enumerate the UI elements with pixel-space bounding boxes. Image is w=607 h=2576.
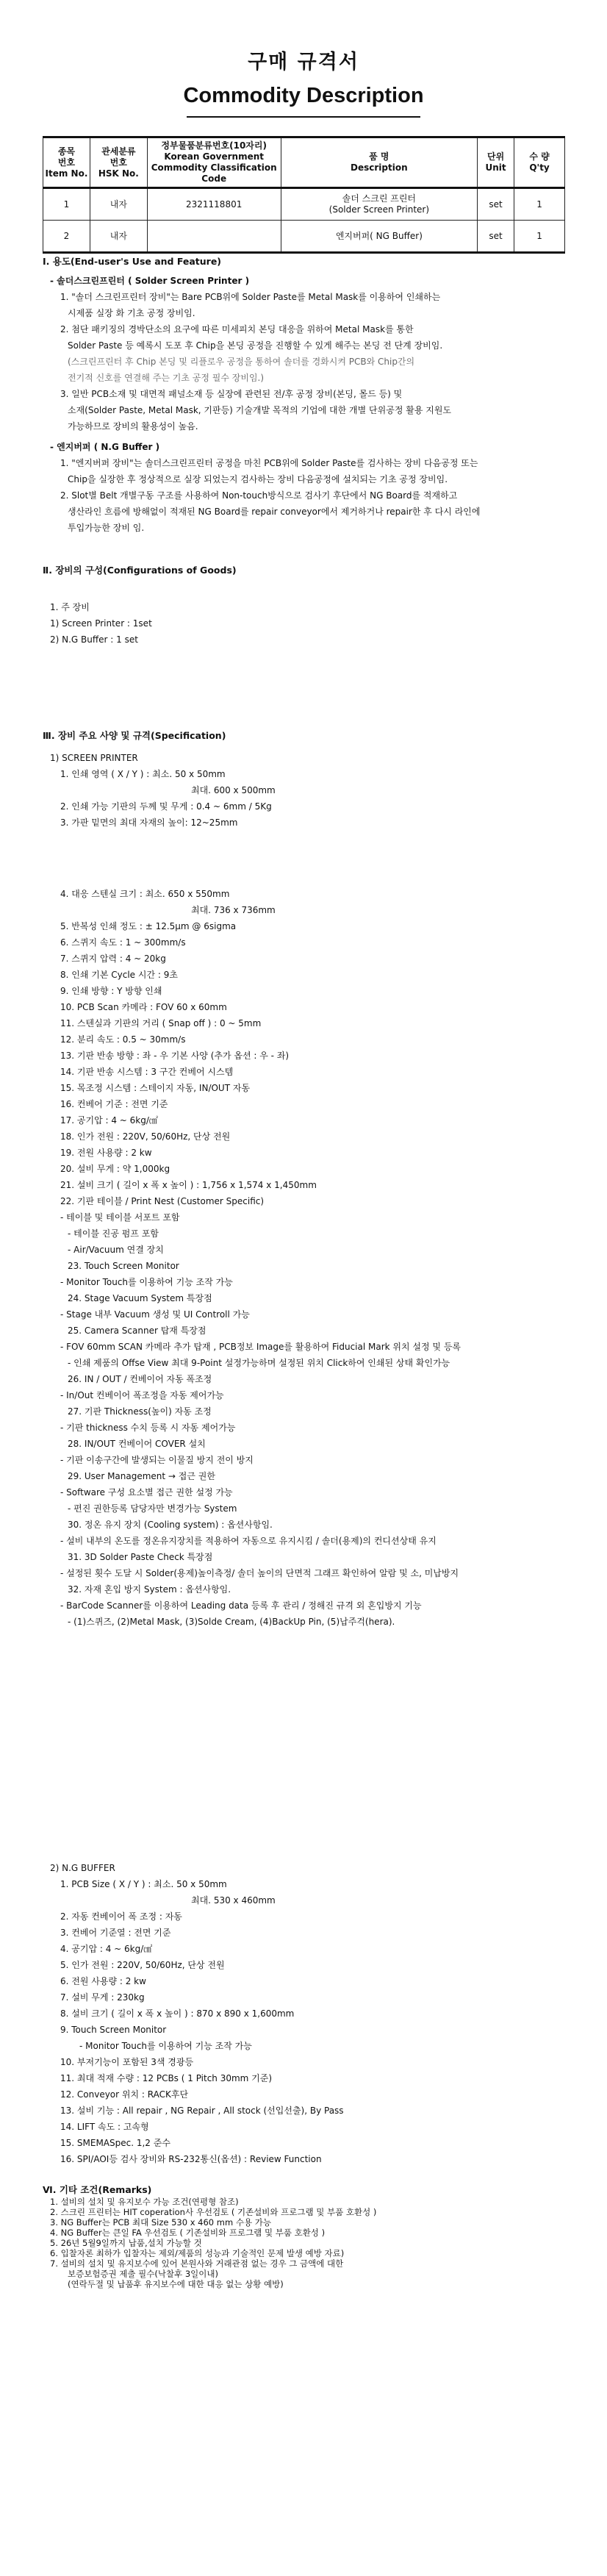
spec-line: 5. 반복성 인쇄 정도 : ± 12.5μm @ 6sigma <box>60 921 237 931</box>
section-heading: Ⅲ. 장비 주요 사양 및 규격(Specification) <box>43 730 226 741</box>
spec-line: 2. 인쇄 가능 기판의 두께 및 무게 : 0.4 ~ 6mm / 5Kg <box>60 801 272 812</box>
header-text: Korean Government <box>164 151 265 162</box>
spec-line: 18. 인가 전원 : 220V, 50/60Hz, 단상 전원 <box>60 1131 231 1142</box>
spec-line: - FOV 60mm SCAN 카메라 추가 탑재 , PCB정보 Image를 활용하여 Fiducial Mark 위치 설정 및 등록 <box>60 1342 461 1352</box>
spec-line: 25. Camera Scanner 탑재 특장점 <box>68 1325 206 1336</box>
spec-line: - Software 구성 요소별 접근 권한 설정 가능 <box>60 1487 233 1498</box>
spec-line: 15. SMEMASpec. 1,2 준수 <box>60 2138 170 2148</box>
spec-line: 16. SPI/AOI등 검사 장비와 RS-232통신(옵션) : Review Function <box>60 2154 322 2164</box>
header-text: 번호 <box>109 157 127 168</box>
text-line: 1) Screen Printer : 1set <box>50 618 152 629</box>
remark-line: 5. 26년 5월9일까지 납품,설치 가능할 것 <box>50 2238 202 2248</box>
header-text: 정부물품분류번호(10자리) <box>161 140 267 151</box>
spec-line: 13. 기판 반송 방향 : 좌 - 우 기본 사양 (추가 옵션 : 우 - 좌) <box>60 1051 290 1061</box>
description-korean: 엔지버퍼( NG Buffer) <box>335 230 423 241</box>
spec-line: - 인쇄 제품의 Offse View 최대 9-Point 설정가능하며 설정된 위치 Click하여 인쇄된 상태 확인가능 <box>68 1358 450 1368</box>
spec-line: 4. 대응 스텐실 크기 : 최소. 650 x 550mm <box>60 889 230 899</box>
spec-line: - 테이블 및 테이블 서포트 포함 <box>60 1212 180 1223</box>
header-text: 종목 <box>57 146 76 157</box>
text-line: 가능하므로 장비의 활용성이 높음. <box>68 421 198 432</box>
remark-line: 4. NG Buffer는 큰일 FA 우선검토 ( 기존설비와 프로그램 및 부품 호환성 ) <box>50 2228 326 2238</box>
spec-line: 2. 자동 컨베이어 폭 조정 : 자동 <box>60 1911 182 1922</box>
spec-line: 10. 부저기능이 포함된 3색 경광등 <box>60 2057 194 2067</box>
header-unit <box>478 137 514 188</box>
spec-line: 14. LIFT 속도 : 고속형 <box>60 2122 149 2132</box>
header-description <box>281 137 478 188</box>
text-line: (스크린프린터 후 Chip 본딩 및 리플로우 공정을 통하여 솔더를 경화시켜 PCB와 Chip간의 <box>68 357 415 367</box>
section-configuration <box>43 562 586 648</box>
remark-line: 2. 스크린 프린터는 HIT coperation사 우선검토 ( 기존설비와 프로그램 및 부품 호환성 ) <box>50 2207 377 2217</box>
spec-line: 31. 3D Solder Paste Check 특장점 <box>68 1552 213 1562</box>
cell-quantity: 1 <box>514 221 565 253</box>
spec-line: 6. 스퀴지 속도 : 1 ~ 300mm/s <box>60 937 186 948</box>
spec-line: 4. 공기압 : 4 ~ 6kg/㎠ <box>60 1944 153 1954</box>
header-quantity <box>514 137 565 188</box>
spec-line: 7. 스퀴지 압력 : 4 ~ 20kg <box>60 954 166 964</box>
spec-line: - 테이블 진공 펌프 포함 <box>68 1228 159 1239</box>
text-line: 생산라인 흐름에 방해없이 적재된 NG Board를 repair conveyor에서 제거하거나 repair한 후 다시 라인에 <box>68 507 481 517</box>
spec-line: - (1)스퀴즈, (2)Metal Mask, (3)Solde Cream, (4)BackUp Pin, (5)납주걱(hera). <box>68 1617 395 1627</box>
spec-line: 12. Conveyor 위치 : RACK후단 <box>60 2089 189 2100</box>
text-line: 투입가능한 장비 임. <box>68 523 145 533</box>
text-line: Solder Paste 등 예록시 도포 후 Chip을 본딩 공정을 진행할 수 있게 해주는 본딩 전 단계 장비임. <box>68 340 443 351</box>
spec-line: 29. User Management → 접근 권한 <box>68 1471 215 1481</box>
header-text: Commodity Classification Code <box>151 162 277 184</box>
spec-line: 32. 자재 혼입 방지 System : 옵션사항임. <box>68 1584 231 1595</box>
spec-line: - BarCode Scanner를 이용하여 Leading data 등록 후 관리 / 정해진 규격 외 혼입방지 기능 <box>60 1600 422 1611</box>
document-title-english: Commodity Description <box>183 84 424 107</box>
cell-hsk-no: 내자 <box>90 188 147 221</box>
text-line: 2. Slot별 Belt 개별구동 구조를 사용하여 Non-touch방식으로 검사기 후단에서 NG Board를 적재하고 <box>60 490 458 501</box>
spec-line: - Monitor Touch를 이용하여 기능 조작 가능 <box>79 2041 252 2051</box>
spec-line: 5. 인가 전원 : 220V, 50/60Hz, 단상 전원 <box>60 1960 225 1970</box>
cell-description <box>281 221 478 253</box>
spec-line: - In/Out 컨베이어 폭조정을 자동 제어가능 <box>60 1390 224 1400</box>
table-row <box>43 221 565 253</box>
subsection-title: - 엔지버퍼 ( N.G Buffer ) <box>50 442 160 452</box>
spec-line: - 설정된 횟수 도달 시 Solder(용제)높이측정/ 솔더 높이의 단면적 그래프 확인하여 알람 및 소, 미납방지 <box>60 1568 459 1578</box>
spec-line: 9. Touch Screen Monitor <box>60 2025 167 2035</box>
remark-line: 1. 설비의 설치 및 유지보수 가능 조건(연평형 참조) <box>50 2197 239 2207</box>
spec-line: 9. 인쇄 방향 : Y 방향 인쇄 <box>60 986 162 996</box>
header-text: 품 명 <box>369 151 389 162</box>
remark-line: (연락두절 및 납품후 유지보수에 대한 대응 없는 상황 예방) <box>68 2279 284 2289</box>
spec-line: - 설비 내부의 온도를 정온유지장치를 적용하여 자동으로 유지시킴 / 솔더(용제)의 컨디션상태 유지 <box>60 1536 437 1546</box>
text-line: 1. "엔지버퍼 장비"는 솔더스크린프린터 공정을 마친 PCB위에 Solder Paste를 검사하는 장비 다음공정 또는 <box>60 458 478 468</box>
spec-line: 12. 분리 속도 : 0.5 ~ 30mm/s <box>60 1034 186 1045</box>
text-line: 시제품 실장 화 기초 공정 장비임. <box>68 308 195 318</box>
spec-line: 3. 컨베어 기준열 : 전면 기준 <box>60 1928 171 1938</box>
spec-line: 최대. 736 x 736mm <box>191 905 276 915</box>
cell-description <box>281 188 478 221</box>
spec-line: 3. 가판 밑면의 최대 자재의 높이: 12~25mm <box>60 817 238 828</box>
spec-line: 11. 스텐실과 기판의 거리 ( Snap off ) : 0 ~ 5mm <box>60 1018 262 1028</box>
spec-line: 8. 설비 크기 ( 길이 x 폭 x 높이 ) : 870 x 890 x 1,600mm <box>60 2008 295 2019</box>
cell-item-no: 2 <box>43 221 90 253</box>
spec-line: 27. 기판 Thickness(높이) 자동 조정 <box>68 1406 212 1417</box>
spec-line: 21. 설비 크기 ( 길이 x 폭 x 높이 ) : 1,756 x 1,574 x 1,450mm <box>60 1180 317 1190</box>
cell-unit: set <box>478 188 514 221</box>
section-heading: Ⅵ. 기타 조건(Remarks) <box>43 2184 152 2195</box>
text-line: Chip을 실장한 후 정상적으로 실장 되었는지 검사하는 장비 다음공정에 설치되는 기초 공정 장비임. <box>68 474 448 484</box>
cell-item-no: 1 <box>43 188 90 221</box>
remark-line: 보증보험증권 제출 필수(낙찰후 3일이내) <box>68 2269 218 2279</box>
spec-line: - Monitor Touch를 이용하여 기능 조작 가능 <box>60 1277 233 1287</box>
section-specification-continued <box>43 886 586 1630</box>
description-english: (Solder Screen Printer) <box>328 204 430 215</box>
spec-line: 15. 목조정 시스템 : 스테이지 자동, IN/OUT 자동 <box>60 1083 251 1093</box>
spec-line: 1. PCB Size ( X / Y ) : 최소. 50 x 50mm <box>60 1879 227 1889</box>
spec-line: 14. 기판 반송 시스템 : 3 구간 컨베어 시스템 <box>60 1067 234 1077</box>
section-ng-buffer-spec <box>43 1860 586 2167</box>
header-text: 번호 <box>57 157 76 168</box>
spec-line: - Air/Vacuum 연결 장치 <box>68 1245 164 1255</box>
spec-line: 6. 전원 사용량 : 2 kw <box>60 1976 146 1986</box>
section-heading: Ⅱ. 장비의 구성(Configurations of Goods) <box>43 565 237 576</box>
remark-line: 6. 입찰자론 최하가 입찰자는 제외/제품의 성능과 기술적인 문제 발생 예방 자료) <box>50 2248 345 2258</box>
spec-line: 20. 설비 무게 : 약 1,000kg <box>60 1164 170 1174</box>
description-korean: 솔더 스크린 프린터 <box>342 193 417 204</box>
header-item-no <box>43 137 90 188</box>
table-row <box>43 188 565 221</box>
spec-line: 11. 최대 적재 수량 : 12 PCBs ( 1 Pitch 30mm 기준) <box>60 2073 273 2083</box>
table-header-row <box>43 137 565 188</box>
spec-group-title: 2) N.G BUFFER <box>50 1863 115 1873</box>
spec-line: - 편진 권한등록 담당자만 변경가능 System <box>68 1503 237 1514</box>
spec-line: 30. 정온 유지 장치 (Cooling system) : 옵션사항임. <box>68 1520 273 1530</box>
spec-line: 22. 기판 테이블 / Print Nest (Customer Specific) <box>60 1196 265 1206</box>
header-text: 단위 <box>486 151 505 162</box>
text-line: 1. 주 장비 <box>50 602 90 612</box>
remark-line: 7. 설비의 설치 및 유지보수에 있어 본원사와 거래관점 없는 경우 그 금액에 대한 <box>50 2258 344 2269</box>
cell-classification-code: 2321118801 <box>147 188 281 221</box>
header-text: Description <box>351 162 408 173</box>
text-line: 1. "솔더 스크린프린터 장비"는 Bare PCB위에 Solder Paste를 Metal Mask를 이용하여 인쇄하는 <box>60 292 441 302</box>
spec-line: 최대. 530 x 460mm <box>191 1895 276 1906</box>
text-line: 2) N.G Buffer : 1 set <box>50 634 138 645</box>
title-underline <box>187 116 420 118</box>
spec-line: 24. Stage Vacuum System 특장점 <box>68 1293 212 1303</box>
spec-line: - 기판 thickness 수치 등록 시 자동 제어가능 <box>60 1423 236 1433</box>
text-line: 2. 첨단 패키징의 경박단소의 요구에 따른 미세피치 본딩 대응을 위하여 Metal Mask를 통한 <box>60 324 414 334</box>
commodity-table <box>43 136 565 254</box>
header-classification-code <box>147 137 281 188</box>
header-text: 수 량 <box>529 151 550 162</box>
header-text: HSK No. <box>98 168 139 179</box>
spec-line: - 기판 이송구간에 발생되는 이물질 방지 전이 방지 <box>60 1455 254 1465</box>
text-line: 전기적 신호를 연결해 주는 기초 공정 필수 장비임.) <box>68 373 265 383</box>
header-text: Item No. <box>45 168 88 179</box>
section-remarks <box>43 2183 586 2289</box>
header-text: 관세분류 <box>101 146 136 157</box>
remark-line: 3. NG Buffer는 PCB 최대 Size 530 x 460 mm 수용 가능 <box>50 2217 271 2228</box>
header-text: Q'ty <box>529 162 550 173</box>
spec-line: 23. Touch Screen Monitor <box>68 1261 179 1271</box>
spec-line: 최대. 600 x 500mm <box>191 785 276 795</box>
cell-hsk-no: 내자 <box>90 221 147 253</box>
section-use-feature <box>43 254 586 536</box>
spec-line: 8. 인쇄 기본 Cycle 시간 : 9초 <box>60 970 178 980</box>
text-line: 3. 일반 PCB소재 및 대면적 패널소재 등 실장에 관련된 전/후 공정 장비(본딩, 몰드 등) 및 <box>60 389 403 399</box>
header-text: Unit <box>485 162 506 173</box>
spec-line: 26. IN / OUT / 컨베이어 자동 폭조정 <box>68 1374 212 1384</box>
spec-line: 7. 설비 무게 : 230kg <box>60 1992 145 2003</box>
text-line: 소재(Solder Paste, Metal Mask, 기판등) 기술개발 목적의 기업에 대한 개별 단위공정 활용 지원도 <box>68 405 451 415</box>
spec-line: - Stage 내부 Vacuum 생성 및 UI Controll 가능 <box>60 1309 250 1320</box>
cell-quantity: 1 <box>514 188 565 221</box>
document-title-korean: 구매 규격서 <box>248 51 359 74</box>
spec-line: 28. IN/OUT 컨베이어 COVER 설치 <box>68 1439 206 1449</box>
spec-line: 13. 설비 기능 : All repair , NG Repair , All stock (선입선출), By Pass <box>60 2105 344 2116</box>
spec-group-title: 1) SCREEN PRINTER <box>50 753 138 763</box>
spec-line: 10. PCB Scan 카메라 : FOV 60 x 60mm <box>60 1002 227 1012</box>
spec-line: 19. 전원 사용량 : 2 kw <box>60 1148 152 1158</box>
spec-line: 17. 공기압 : 4 ~ 6kg/㎠ <box>60 1115 158 1126</box>
cell-unit: set <box>478 221 514 253</box>
header-hsk-no <box>90 137 147 188</box>
cell-classification-code <box>147 221 281 253</box>
spec-line: 1. 인쇄 영역 ( X / Y ) : 최소. 50 x 50mm <box>60 769 226 779</box>
spec-line: 16. 컨베어 기준 : 전면 기준 <box>60 1099 168 1109</box>
section-specification <box>43 728 586 831</box>
section-heading: Ⅰ. 용도(End-user's Use and Feature) <box>43 256 222 267</box>
subsection-title: - 솔더스크린프린터 ( Solder Screen Printer ) <box>50 276 250 286</box>
